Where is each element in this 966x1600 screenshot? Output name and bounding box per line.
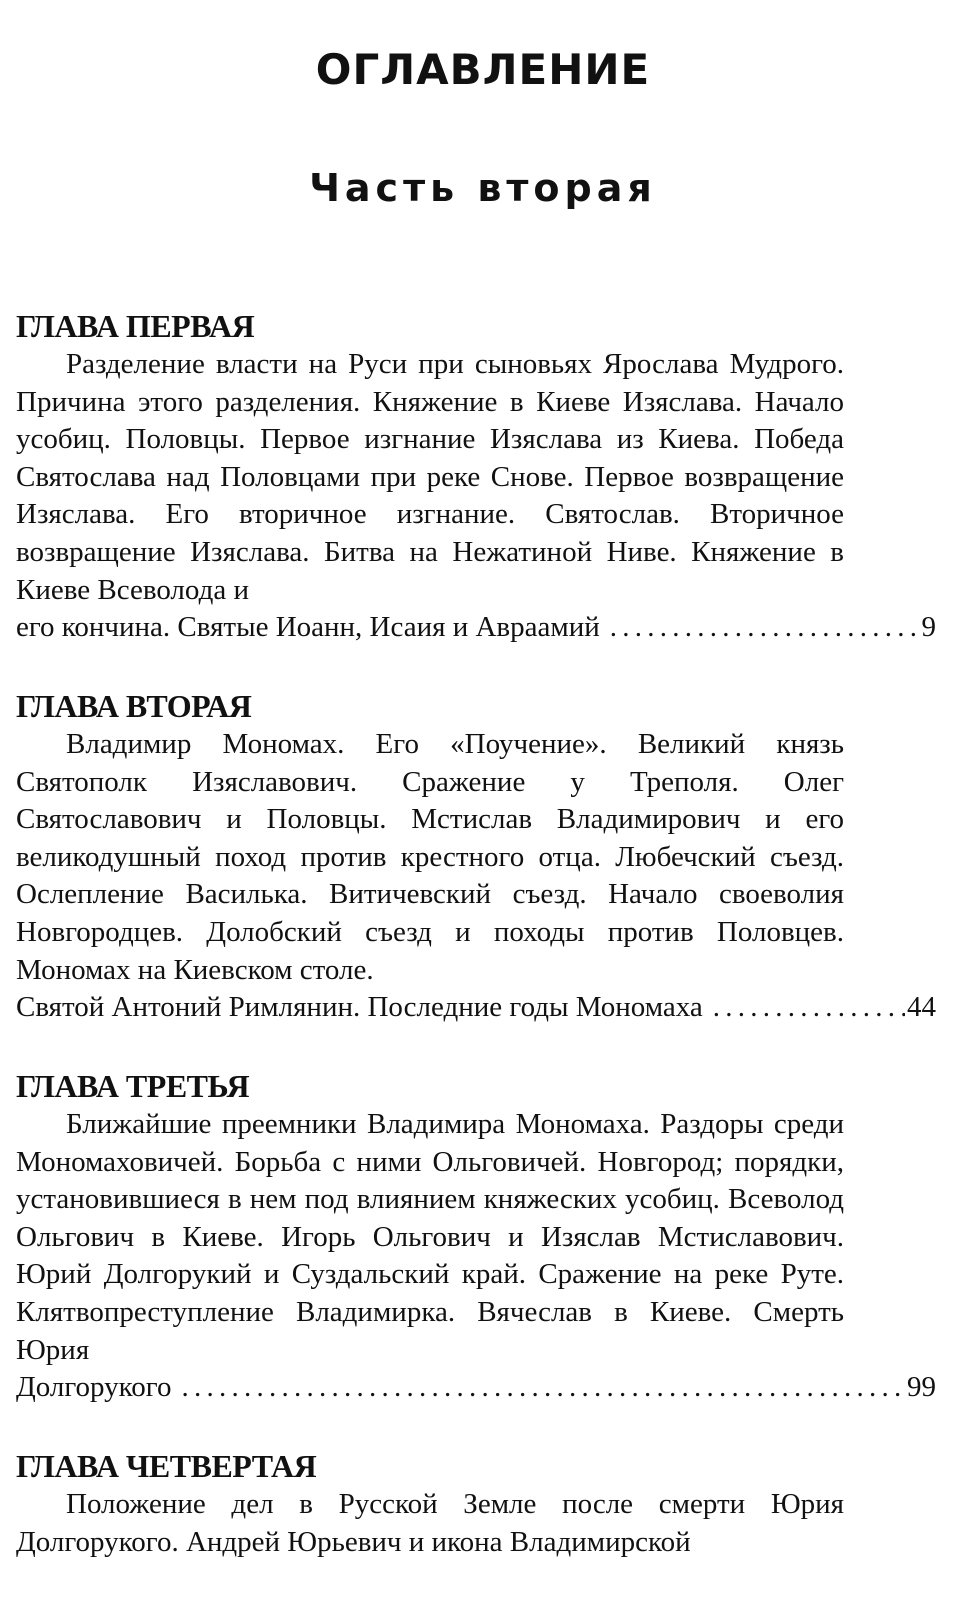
chapter-heading: ГЛАВА ПЕРВАЯ xyxy=(16,308,255,344)
chapter-heading: ГЛАВА ЧЕТВЕРТАЯ xyxy=(16,1448,317,1484)
page-number: 99 xyxy=(907,1371,936,1404)
page-number: 44 xyxy=(907,991,936,1024)
chapter-summary: Владимир Мономах. Его «Поучение». Великий князь Святополк Изяславович. Сражение у Треполя. Олег Святославович и Половцы. Мстислав Владимирович и его великодушный поход против крестного отца. Любечский съезд. Ослепление Василька. Витичевский съезд. Начало своеволия Новгородцев. Долобский съезд и походы против Половцев. Мономах на Киевском столе. xyxy=(16,728,844,986)
chapter-summary-last-line: его кончина. Святые Иоанн, Исаия и Авраамий xyxy=(16,611,600,644)
chapter-3 xyxy=(16,1066,946,1407)
dot-leader xyxy=(181,1369,905,1407)
chapter-heading: ГЛАВА ВТОРАЯ xyxy=(16,688,252,724)
chapter-1 xyxy=(16,306,946,647)
chapter-summary: Положение дел в Русской Земле после смерти Юрия Долгорукого. Андрей Юрьевич и икона Владимирской xyxy=(16,1488,844,1558)
toc-entry-line xyxy=(16,1369,936,1407)
dot-leader xyxy=(713,989,905,1027)
chapter-summary: Разделение власти на Руси при сыновьях Ярослава Мудрого. Причина этого разделения. Княжение в Киеве Изяслава. Начало усобиц. Половцы. Первое изгнание Изяслава из Киева. Победа Святослава над Половцами при реке Снове. Первое возвращение Изяслава. Его вторичное изгнание. Святослав. Вторичное возвращение Изяслава. Битва на Нежатиной Ниве. Княжение в Киеве Всеволода и xyxy=(16,348,844,606)
chapter-summary-last-line: Долгорукого xyxy=(16,1371,172,1404)
chapter-2 xyxy=(16,686,946,1027)
toc-entry-line xyxy=(16,609,936,647)
part-title: Часть вторая xyxy=(309,166,657,210)
chapter-summary-last-line: Святой Антоний Римлянин. Последние годы Мономаха xyxy=(16,991,703,1024)
toc-entry-line xyxy=(16,989,936,1027)
dot-leader xyxy=(610,609,920,647)
chapter-heading: ГЛАВА ТРЕТЬЯ xyxy=(16,1068,250,1104)
page-title: ОГЛАВЛЕНИЕ xyxy=(315,45,651,94)
page-number: 9 xyxy=(921,611,936,644)
chapter-4 xyxy=(16,1446,946,1561)
chapter-summary: Ближайшие преемники Владимира Мономаха. Раздоры среди Мономаховичей. Борьба с ними Ольговичей. Новгород; порядки, установившиеся в нем под влиянием княжеских усобиц. Всеволод Ольгович в Киеве. Игорь Ольгович и Изяслав Мстиславович. Юрий Долгорукий и Суздальский край. Сражение на реке Руте. Клятвопреступление Владимирка. Вячеслав в Киеве. Смерть Юрия xyxy=(16,1108,844,1366)
